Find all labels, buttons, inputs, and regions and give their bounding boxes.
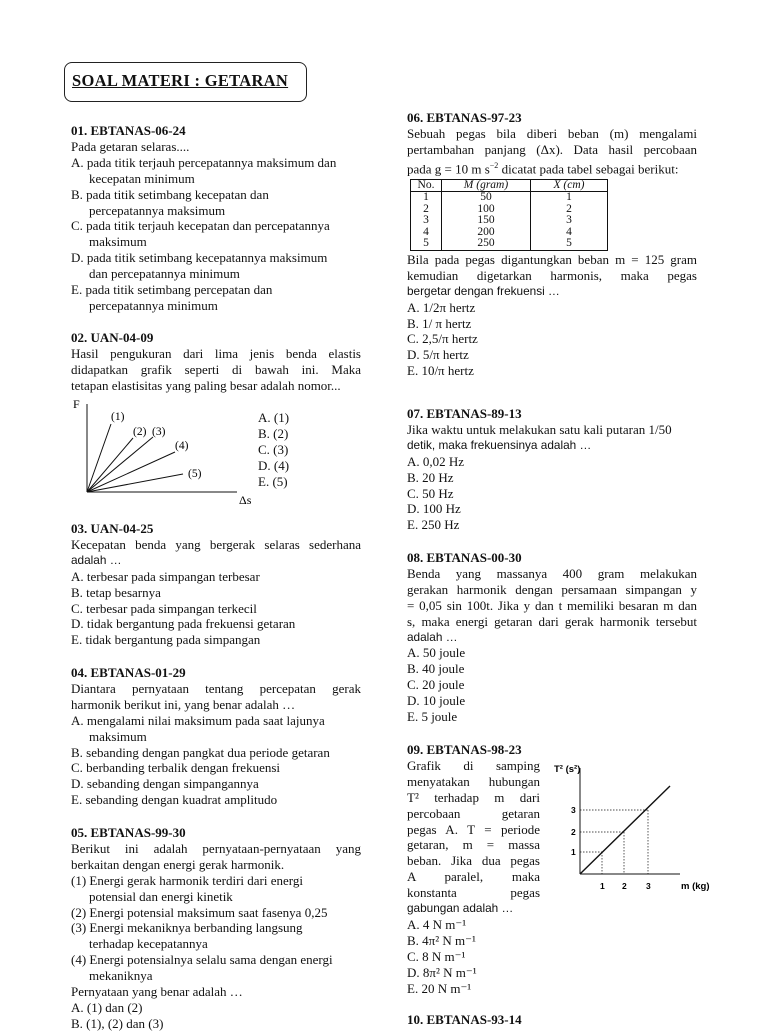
option-a: A. mengalami nilai maksimum pada saat lajunya (71, 712, 325, 728)
question-02-options (258, 410, 348, 490)
table-cell: 4 (531, 227, 608, 239)
option-e: E. 250 Hz (407, 517, 460, 533)
question-header: 05. EBTANAS-99-30 (71, 825, 186, 840)
question-stem-line: Diantara pernyataan tentang percepatan gerak (71, 680, 361, 696)
line-label-1: (1) (111, 411, 125, 423)
line-label-5: (5) (188, 468, 202, 480)
graph-line-4 (87, 452, 175, 492)
option-d: D. tidak bergantung pada frekuensi getaran (71, 616, 296, 632)
table-row (411, 238, 608, 250)
question-stem-line: kemudian digetarkan harmonis, maka pegas (407, 267, 697, 283)
graph-line-2 (87, 438, 133, 492)
question-header: 01. EBTANAS-06-24 (71, 123, 186, 138)
x-axis-label: Δs (239, 493, 252, 507)
question-stem-line: detik, maka frekuensinya adalah … (407, 437, 592, 452)
question-03 (71, 521, 361, 648)
option-d: D. (4) (258, 457, 290, 473)
question-stem-line: Grafik di samping (407, 757, 540, 773)
question-stem-line: beban. Jika dua pegas (407, 853, 540, 869)
question-stem-line: harmonik berikut ini, yang benar adalah … (71, 696, 296, 712)
y-axis-label: T² (s²) (554, 764, 581, 775)
option-d: D. 8π² N m⁻¹ (407, 964, 477, 980)
question-stem-line: tetapan elastisitas yang paling besar adalah nomor... (71, 377, 341, 393)
option-c: C. 8 N m⁻¹ (407, 948, 466, 964)
line-label-4: (4) (175, 440, 189, 452)
x-axis-label: m (kg) (681, 881, 710, 892)
option-e: E. tidak bergantung pada simpangan (71, 632, 261, 648)
option-d: D. 5/π hertz (407, 347, 469, 363)
option-b: B. 4π² N m⁻¹ (407, 932, 476, 948)
option-e: E. 10/π hertz (407, 363, 474, 379)
x-tick-label: 1 (600, 881, 605, 891)
question-stem-line: gerakan harmonik dengan persamaan simpangan y (407, 581, 697, 597)
option-b: B. (2) (258, 425, 289, 441)
table-cell: 2 (531, 204, 608, 216)
table-header: X (cm) (531, 179, 608, 192)
table-cell: 1 (411, 192, 442, 204)
question-stem-line: percobaan getaran (407, 805, 540, 821)
option-b: B. (1), (2) dan (3) (71, 1015, 164, 1031)
option-a: A. (1) (258, 410, 290, 425)
question-01 (71, 123, 361, 314)
y-tick-label: 3 (571, 805, 576, 815)
option-b: B. tetap besarnya (71, 584, 161, 600)
question-stem (407, 758, 540, 917)
question-02 (71, 330, 361, 394)
data-line (580, 786, 670, 874)
question-stem-line: getaran, m = massa (407, 837, 540, 853)
statement-4-cont: mekaniknya (89, 968, 153, 984)
option-a: A. (1) dan (2) (71, 999, 143, 1015)
option-d-cont: dan percepatannya minimum (89, 266, 240, 282)
table-cell: 100 (442, 204, 531, 216)
question-header: 08. EBTANAS-00-30 (407, 550, 522, 565)
option-d: D. pada titik setimbang kecepatannya maksimum (71, 250, 328, 266)
question-stem-line: Jika waktu untuk melakukan satu kali putaran 1/50 (407, 421, 672, 437)
option-c-cont: maksimum (89, 234, 147, 250)
option-d: D. 10 joule (407, 693, 466, 709)
question-stem-line: adalah … (71, 552, 122, 567)
question-05 (71, 825, 361, 1032)
table-cell: 3 (531, 215, 608, 227)
question-header: 07. EBTANAS-89-13 (407, 406, 522, 421)
option-e: E. pada titik setimbang percepatan dan (71, 282, 273, 298)
option-c: C. pada titik terjauh kecepatan dan percepatannya (71, 218, 330, 234)
question-stem-line: Benda yang massanya 400 gram melakukan (407, 565, 697, 581)
page-title: SOAL MATERI : GETARAN (72, 71, 289, 90)
question-header: 02. UAN-04-09 (71, 330, 154, 345)
exponent: −2 (489, 160, 499, 170)
option-a-cont: maksimum (89, 728, 147, 744)
question-stem-line: Bila pada pegas digantungkan beban m = 125 gram (407, 251, 697, 267)
table-cell: 5 (411, 238, 442, 250)
option-b: B. 1/ π hertz (407, 315, 472, 331)
option-b: B. 40 joule (407, 661, 465, 677)
question-header: 09. EBTANAS-98-23 (407, 742, 522, 757)
table-row (411, 192, 608, 204)
question-header: 06. EBTANAS-97-23 (407, 110, 522, 125)
stem-text: pada g = 10 m s (407, 161, 490, 177)
option-b-cont: percepatannya maksimum (89, 202, 226, 218)
table-cell: 250 (442, 238, 531, 250)
table-cell: 200 (442, 227, 531, 239)
table-header: No. (411, 179, 442, 192)
question-08 (407, 550, 697, 725)
option-b: B. 20 Hz (407, 469, 454, 485)
question-10 (407, 1012, 697, 1028)
question-stem-line: = 0,05 sin 100t. Jika y dan t memiliki besaran m dan (407, 597, 697, 613)
option-d: D. sebanding dengan simpangannya (71, 776, 259, 792)
question-stem-line: s, maka energi getaran dari gerak harmonik tersebut (407, 613, 697, 629)
question-stem-line: Hasil pengukuran dari lima jenis benda elastis (71, 345, 361, 361)
table-row (411, 204, 608, 216)
table-header: M (gram) (442, 179, 531, 192)
table-cell: 50 (442, 192, 531, 204)
graph-line-5 (87, 474, 183, 492)
option-a: A. 50 joule (407, 645, 466, 661)
table-cell: 4 (411, 227, 442, 239)
option-c: C. terbesar pada simpangan terkecil (71, 600, 257, 616)
option-e: E. 5 joule (407, 709, 458, 725)
option-e: E. 20 N m⁻¹ (407, 980, 472, 996)
option-c: C. (3) (258, 441, 289, 457)
elasticity-graph (71, 392, 261, 510)
question-07 (407, 406, 697, 533)
table-cell: 3 (411, 215, 442, 227)
option-c: C. 20 joule (407, 677, 465, 693)
question-06 (407, 110, 697, 379)
line-label-3: (3) (152, 426, 166, 438)
question-stem-line: Sebuah pegas bila diberi beban (m) mengalami (407, 125, 697, 141)
statement-2: (2) Energi potensial maksimum saat fasenya 0,25 (71, 904, 328, 920)
question-stem-line: adalah … (407, 629, 458, 644)
table-row (411, 227, 608, 239)
question-stem-line (407, 158, 697, 177)
question-stem-line: pertambahan panjang (Δx). Data hasil percobaan (407, 141, 697, 157)
option-a: A. terbesar pada simpangan terbesar (71, 568, 260, 584)
question-stem: Pada getaran selaras.... (71, 138, 190, 154)
question-stem-line: A paralel, maka (407, 869, 540, 885)
x-tick-label: 2 (622, 881, 627, 891)
option-e: E. (5) (258, 473, 288, 489)
option-b: B. pada titik setimbang kecepatan dan (71, 186, 269, 202)
table-cell: 2 (411, 204, 442, 216)
option-c: C. 50 Hz (407, 485, 454, 501)
question-stem-line: konstanta pegas (407, 885, 540, 901)
option-a-cont: kecepatan minimum (89, 170, 195, 186)
period-mass-graph (548, 758, 718, 898)
table-header-row (411, 179, 608, 192)
statement-4: (4) Energi potensialnya selalu sama dengan energi (71, 952, 333, 968)
statement-1: (1) Energi gerak harmonik terdiri dari energi (71, 872, 303, 888)
option-a: A. pada titik terjauh percepatannya maksimum dan (71, 154, 337, 170)
stem-text: dicatat pada tabel sebagai berikut: (498, 161, 679, 177)
question-stem-line: Berikut ini adalah pernyataan-pernyataan yang (71, 840, 361, 856)
option-a: A. 1/2π hertz (407, 299, 476, 315)
table-cell: 5 (531, 238, 608, 250)
question-header: 03. UAN-04-25 (71, 521, 154, 536)
question-prompt: Pernyataan yang benar adalah … (71, 984, 243, 1000)
y-tick-label: 1 (571, 847, 576, 857)
table-row (411, 215, 608, 227)
question-header: 04. EBTANAS-01-29 (71, 665, 186, 680)
table-cell: 150 (442, 215, 531, 227)
question-stem-line: berkaitan dengan energi gerak harmonik. (71, 856, 285, 872)
question-stem-line: Kecepatan benda yang bergerak selaras sederhana (71, 536, 361, 552)
title-box (64, 62, 307, 102)
option-d: D. 100 Hz (407, 501, 461, 517)
statement-3: (3) Energi mekaniknya berbanding langsung (71, 920, 303, 936)
option-a: A. 4 N m⁻¹ (407, 916, 467, 932)
y-tick-label: 2 (571, 827, 576, 837)
y-axis-label: F (73, 397, 80, 411)
question-04 (71, 665, 361, 808)
statement-3-cont: terhadap kecepatannya (89, 936, 208, 952)
option-a: A. 0,02 Hz (407, 453, 465, 469)
question-stem-line: gabungan adalah … (407, 901, 514, 916)
option-e: E. sebanding dengan kuadrat amplitudo (71, 792, 278, 808)
option-e-cont: percepatannya minimum (89, 297, 218, 313)
question-stem-line: pegas A. T = periode (407, 821, 540, 837)
option-c: C. 2,5/π hertz (407, 331, 478, 347)
line-label-2: (2) (133, 426, 147, 438)
question-stem-line: bergetar dengan frekuensi … (407, 283, 560, 298)
question-stem-line: didapatkan grafik seperti di bawah ini. Maka (71, 361, 361, 377)
table-cell: 1 (531, 192, 608, 204)
question-stem-line: T² terhadap m dari (407, 789, 540, 805)
statement-1-cont: potensial dan energi kinetik (89, 888, 233, 904)
question-stem-line: menyatakan hubungan (407, 773, 540, 789)
x-tick-label: 3 (646, 881, 651, 891)
option-b: B. sebanding dengan pangkat dua periode getaran (71, 744, 330, 760)
option-c: C. berbanding terbalik dengan frekuensi (71, 760, 281, 776)
data-table (410, 179, 608, 251)
question-header: 10. EBTANAS-93-14 (407, 1012, 522, 1027)
